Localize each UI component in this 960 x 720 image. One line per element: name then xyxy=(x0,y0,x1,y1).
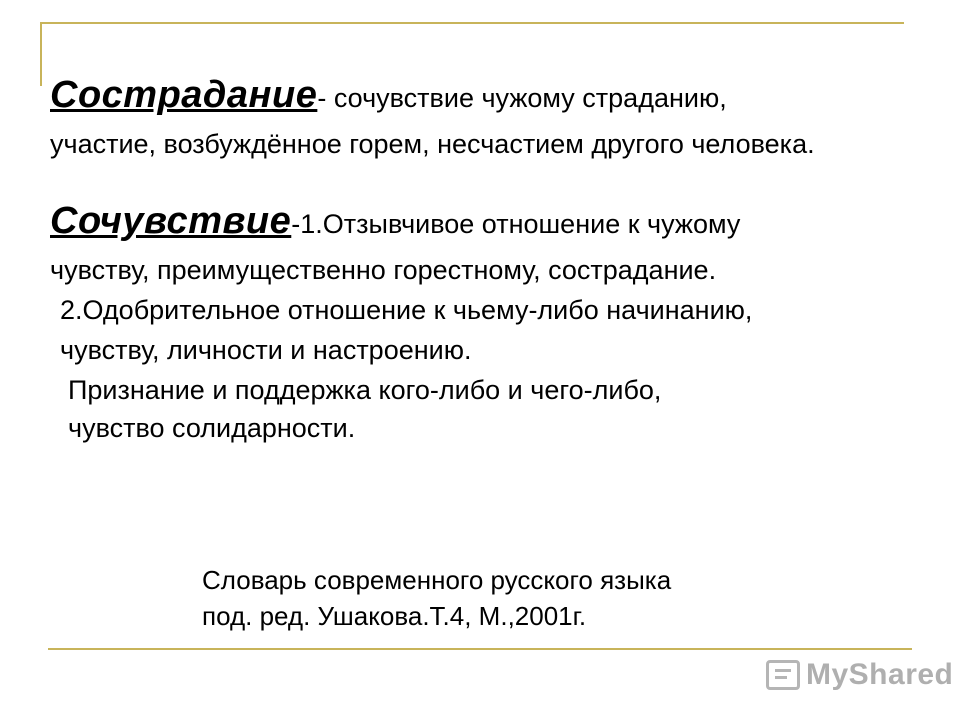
entry2-definition-line6: чувство солидарности. xyxy=(68,413,356,443)
entry2-definition-line4: чувству, личности и настроению. xyxy=(60,335,472,365)
entry1-definition-line2: участие, возбуждённое горем, несчастием другого человека. xyxy=(50,129,815,159)
entry1-separator: - xyxy=(317,83,334,113)
watermark-text: MyShared xyxy=(806,658,954,691)
top-accent-rule xyxy=(40,22,904,24)
entry1-term: Сострадание xyxy=(50,74,318,116)
presentation-board-icon xyxy=(766,660,800,690)
entry2-definition-line5: Признание и поддержка кого-либо и чего-либо, xyxy=(68,375,662,405)
entry2-term: Сочувствие xyxy=(50,200,292,242)
entry2-definition-start: 1.Отзывчивое отношение к чужому xyxy=(300,209,741,239)
entry1-headline xyxy=(50,74,727,116)
entry2-definition-line2: чувству, преимущественно горестному, сострадание. xyxy=(50,255,717,285)
left-accent-rule xyxy=(40,22,42,86)
entry2-definition-line3: 2.Одобрительное отношение к чьему-либо начинанию, xyxy=(60,295,753,325)
entry1-definition-start: сочувствие чужому страданию, xyxy=(333,83,727,113)
entry2-separator: - xyxy=(291,209,301,239)
reference-line2: под. ред. Ушакова.Т.4, М.,2001г. xyxy=(202,601,587,631)
bottom-accent-rule xyxy=(48,648,912,650)
reference-line1: Словарь современного русского языка xyxy=(202,565,672,595)
entry2-headline xyxy=(50,200,741,242)
watermark-logo xyxy=(766,655,953,695)
